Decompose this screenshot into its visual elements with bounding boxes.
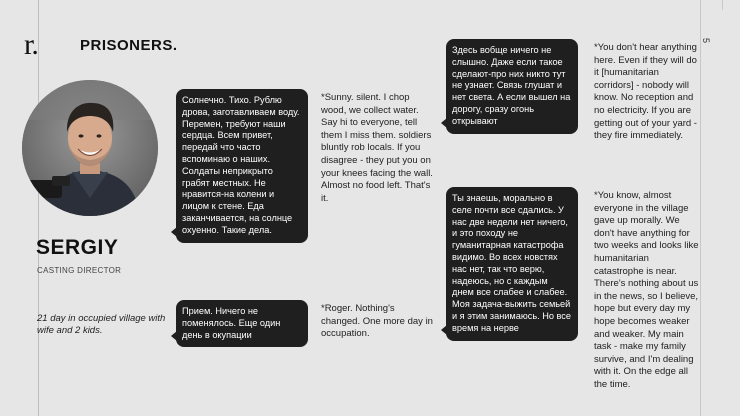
page-number: 5 [701,38,711,45]
message-bubble-3: Здесь вобще ничего не слышно. Даже если такое сделают-про них никто тут не узнает. Связь глушат и нет света. А если вышел на дорогу, сразу огонь открывают [446,39,578,134]
logo: r. [24,28,38,61]
person-role: CASTING DIRECTOR [37,266,122,275]
message-bubble-2: Прием. Ничего не поменялось. Еще один день в окупации [176,300,308,347]
message-translation-1: *Sunny. silent. I chop wood, we collect water. Say hi to everyone, tell them I miss them. soldiers bluntly rob locals. If you disagree - they put you on your knees facing the wall. Almost no food left. That's it. [321,92,433,204]
left-margin-rule [38,0,39,416]
message-bubble-1: Солнечно. Тихо. Рублю дрова, заготавливаем воду. Перемен, требуют наши сердца. Всем привет, передай что часто вспоминаю о наших. Солдаты неприкрыто грабят местных. Не нравится-на колени и лицом к стене. Еда заканчивается, на солнце охуенно. Такие дела. [176,89,308,243]
corner-rule [722,0,723,10]
message-bubble-4: Ты знаешь, морально в селе почти все сдались. У нас две недели нет ничего, и это походу не гуманитарная катастрофа видимо. Во всех новстях нас нет, так что верю, надеюсь, но с каждым днем все слабее и слабее. Моя задача-выжить семьей и я этим занимаюсь. Но все время на нерве [446,187,578,341]
portrait-photo-icon [22,80,158,216]
message-translation-3: *You don't hear anything here. Even if they will do it [humanitarian corridors] - nobody will know. No reception and no electricity. If you are getting out of your yard - they fire immediately. [594,42,697,142]
message-translation-2: *Roger. Nothing's changed. One more day in occupation. [321,303,433,340]
person-name: SERGIY [36,236,119,259]
message-translation-4: *You know, almost everyone in the village gave up morally. We don't have anything for two weeks and looks like humanitarian catastrophe is near. There's nothing about us in the news, so I believe, hope but every day my hope becomes weaker and weaker. My main task - make my family survive, and I'm dealing with it. On the edge all the time. [594,190,699,390]
avatar [22,80,158,216]
person-note: 21 day in occupied village with wife and 2 kids. [37,313,166,336]
page-title: PRISONERS. [80,37,178,54]
right-margin-rule [700,0,701,416]
